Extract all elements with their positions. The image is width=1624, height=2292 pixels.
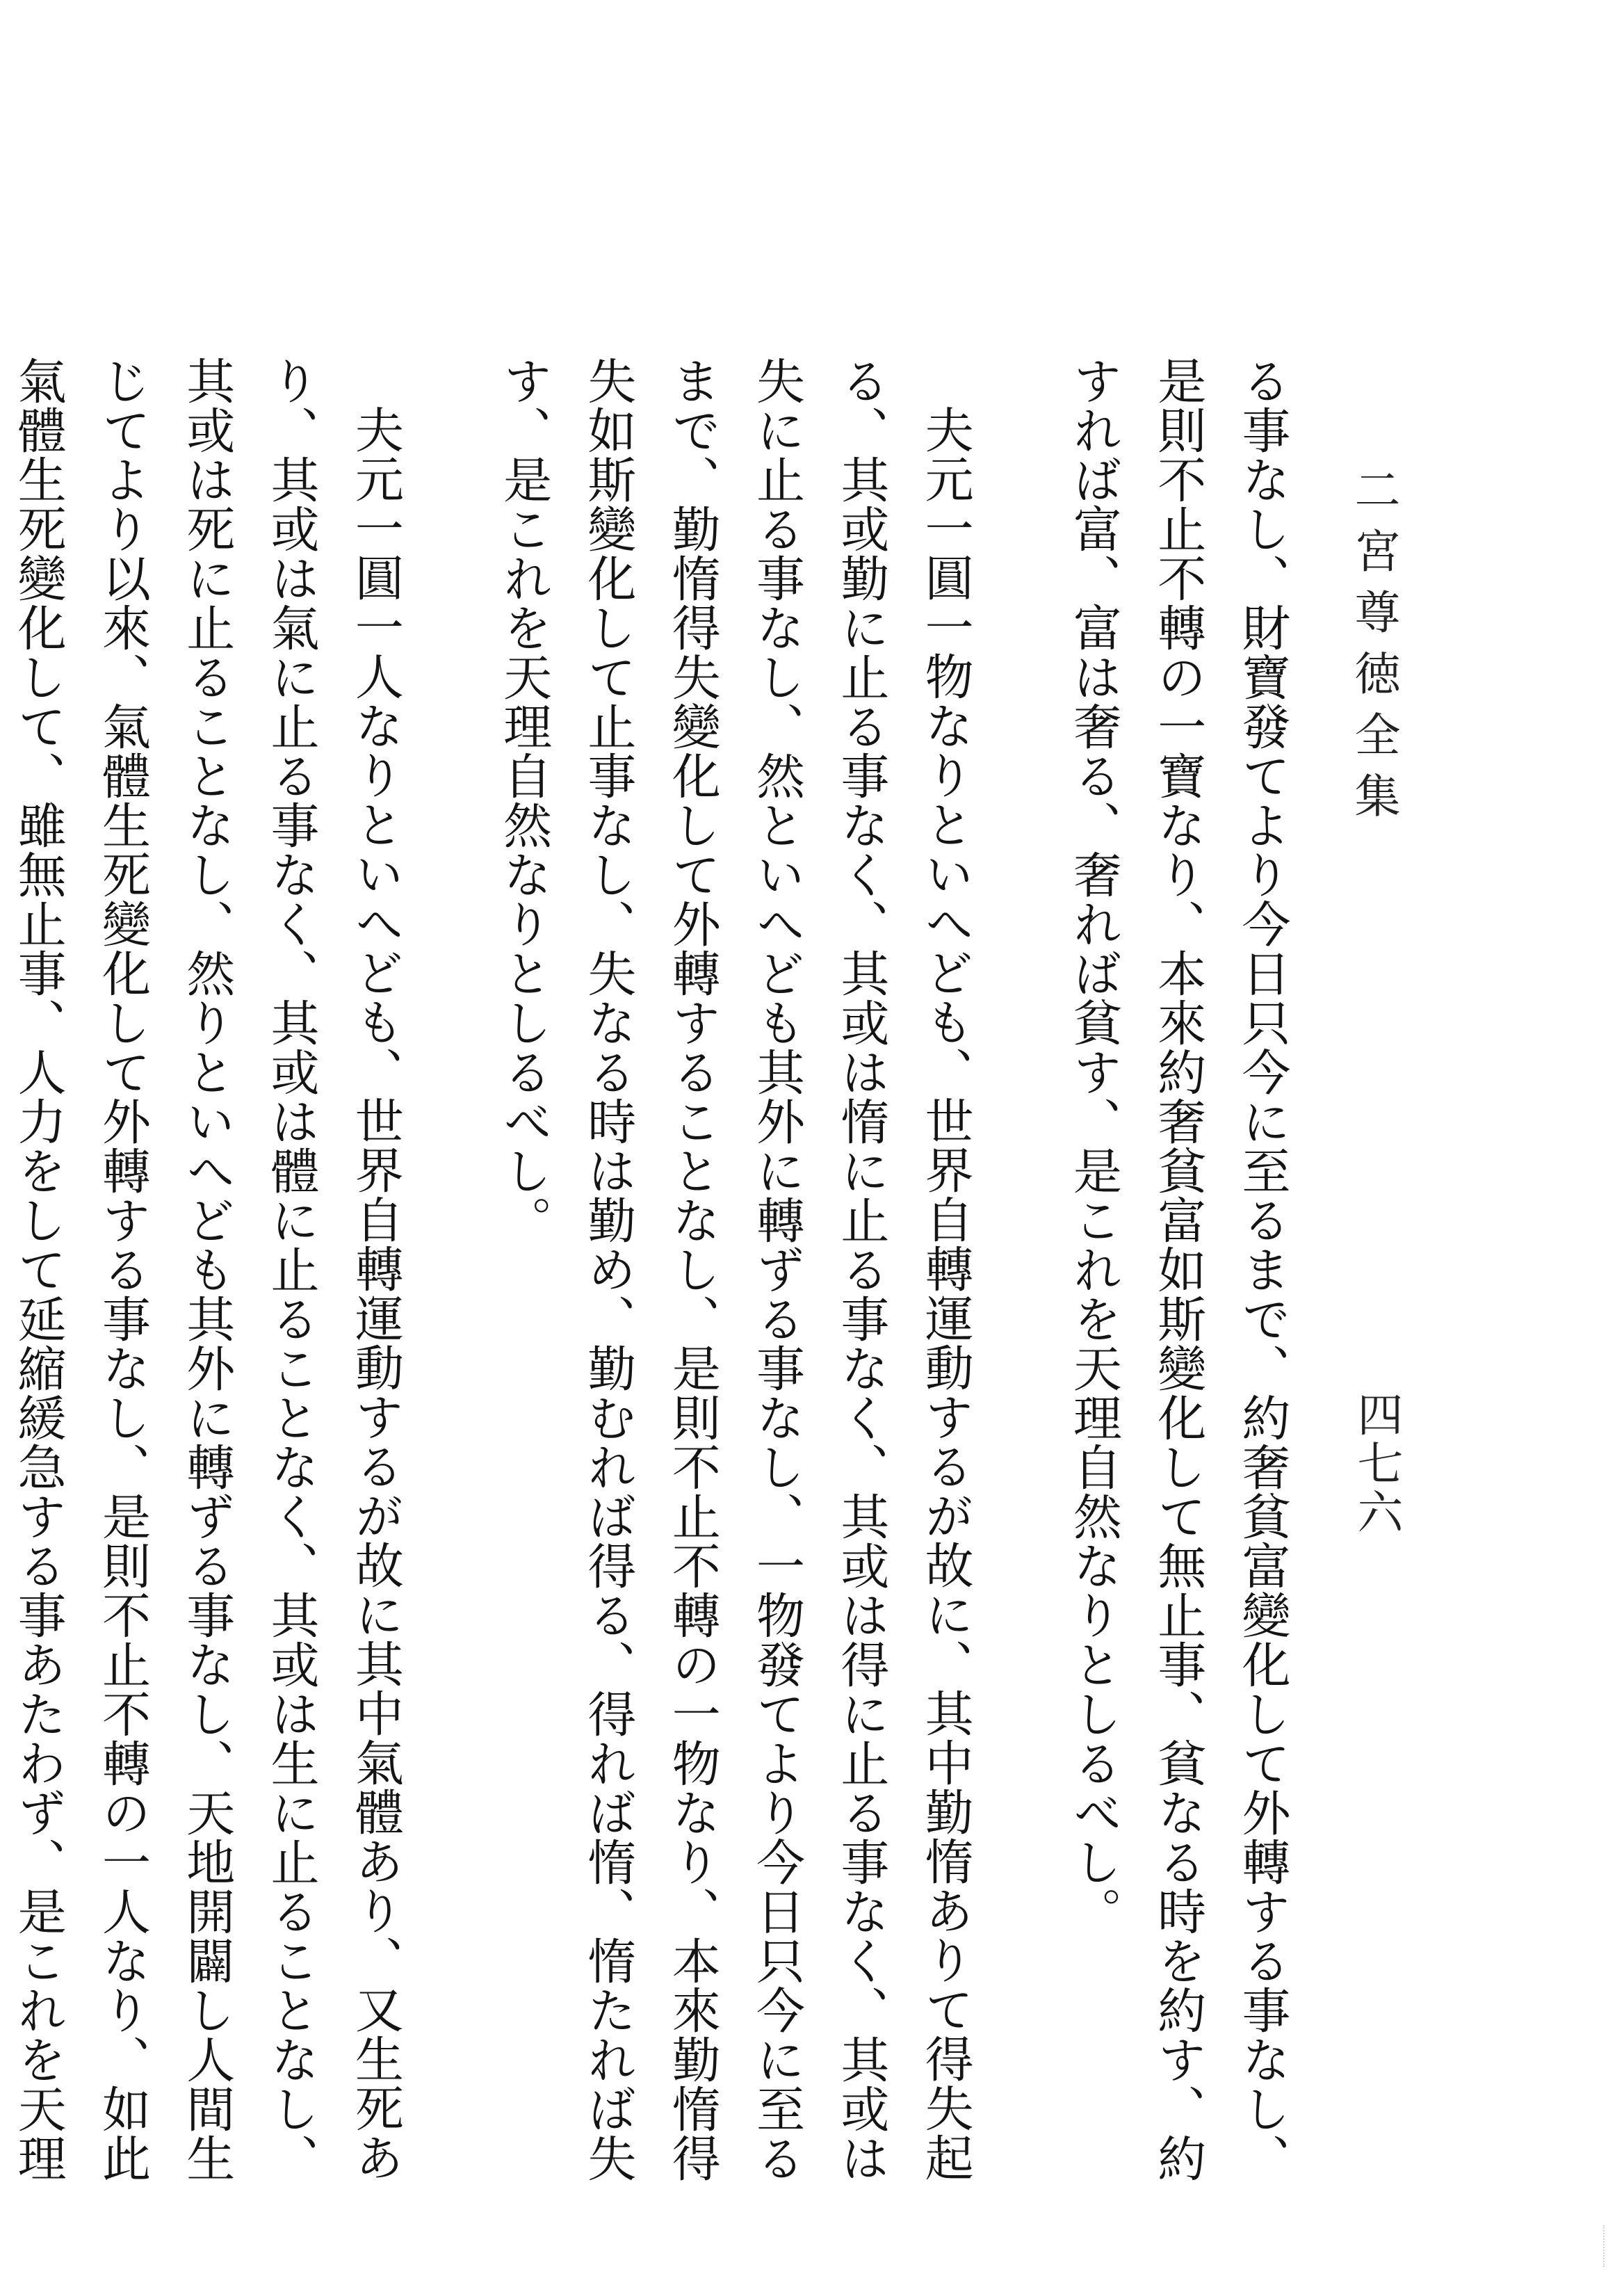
scan-edge-mark [1603, 2225, 1617, 2267]
paragraph: 夫元一圓一物なりといへども、世界自轉運動するが故に、其中勤惰ありて得失起る、其或勤に止る事なく、其或は惰に止る事なく、其或は得に止る事なく、其或は失に止る事なし、然といへども其外に轉ずる事なし、一物發てより今日只今に至るまで、勤惰得失變化して外轉することなし、是則不止不轉の一物なり、本來勤惰得失如斯變化して止事なし、失なる時は勤め、勤むれば得る、得れば惰、惰たれば失す、是これを天理自然なりとしるべし。 [495, 356, 975, 2183]
running-header: 二宮尊徳全集 [1347, 466, 1400, 833]
page-number: 四七六 [1349, 1391, 1403, 1537]
paragraph: 夫元一圓一人なりといへども、世界自轉運動するが故に其中氣體あり、又生死あり、其或は氣に止る事なく、其或は體に止ることなく、其或は生に止ることなし、其或は死に止ることなし、然りといへども其外に轉ずる事なし、天地開闢し人間生じてより以來、氣體生死變化して外轉する事なし、是則不止不轉の一人なり、如此氣體生死變化して、雖無止事、人力をして延縮緩急する事あたわず、是これを天理 [10, 356, 405, 2183]
body-text [0, 356, 1304, 2185]
paragraph: る事なし、財寶發てより今日只今に至るまで、約奢貧富變化して外轉する事なし、是則不止不轉の一寶なり、本來約奢貧富如斯變化して無止事、貧なる時を約す、約すれば富、富は奢る、奢れば貧す、是これを天理自然なりとしるべし。 [1065, 356, 1291, 2183]
